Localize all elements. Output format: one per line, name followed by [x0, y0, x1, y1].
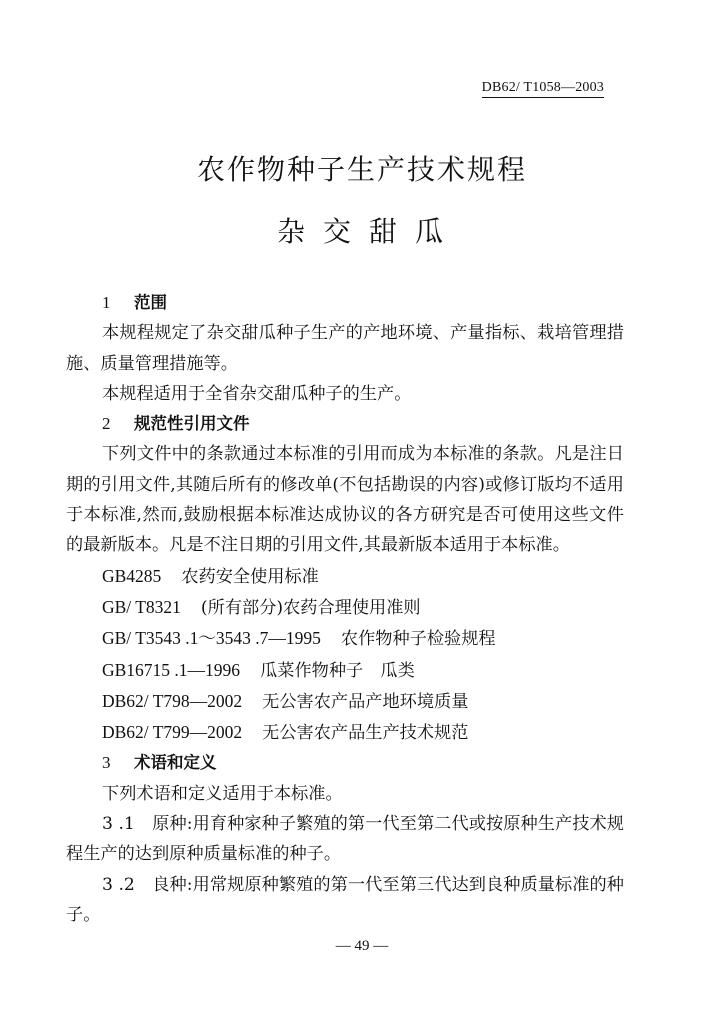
paragraph: 下列文件中的条款通过本标准的引用而成为本标准的条款。凡是注日期的引用文件,其随后所有的修改单(不包括勘误的内容)或修订版均不适用于本标准,然而,鼓励根据本标准达成协议的各方研究是否可使用这些文件的最新版本。凡是不注日期的引用文件,其最新版本适用于本标准。	[66, 444, 624, 556]
reference-code: DB62/ T798—2002	[102, 690, 243, 711]
reference-code: DB62/ T799—2002	[102, 722, 243, 743]
reference-item	[66, 655, 624, 686]
section-heading-normative-references	[66, 409, 624, 439]
section-number: 2	[102, 414, 111, 434]
document-subtitle: 杂交甜瓜	[276, 215, 461, 248]
reference-code: GB16715 .1—1996	[102, 659, 241, 680]
reference-title: 瓜菜作物种子 瓜类	[260, 660, 415, 681]
reference-title: 无公害农产品生产技术规范	[262, 723, 469, 744]
paragraph: 下列术语和定义适用于本标准。	[102, 783, 343, 804]
definition-original-seed: 3 .1 原种:用育种家种子繁殖的第一代至第二代或按原种生产技术规程生产的达到原种质量标准的种子。	[66, 814, 624, 865]
document-title: 农作物种子生产技术规程	[196, 153, 527, 186]
paragraph: 本规程规定了杂交甜瓜种子生产的产地环境、产量指标、栽培管理措施、质量管理措施等。	[66, 323, 624, 374]
reference-title: (所有部分)农药合理使用准则	[200, 597, 421, 618]
paragraph: 本规程适用于全省杂交甜瓜种子的生产。	[102, 383, 412, 404]
section-heading-terms	[66, 748, 624, 778]
reference-item	[66, 623, 624, 654]
standard-code: DB62/ T1058—2003	[482, 80, 604, 98]
page-number: — 49 —	[335, 938, 389, 954]
reference-item	[66, 592, 624, 623]
section-title: 术语和定义	[134, 753, 217, 773]
definition-improved-seed: 3 .2 良种:用常规原种繁殖的第一代至第三代达到良种质量标准的种子。	[66, 874, 624, 925]
reference-item	[66, 561, 624, 592]
section-heading-scope	[66, 288, 624, 318]
reference-title: 无公害农产品产地环境质量	[262, 691, 469, 712]
reference-code: GB/ T8321	[102, 596, 181, 617]
document-body	[66, 288, 624, 930]
section-title: 规范性引用文件	[134, 414, 250, 434]
reference-code: GB/ T3543 .1～3543 .7—1995	[102, 628, 321, 649]
reference-item	[66, 686, 624, 717]
reference-title: 农作物种子检验规程	[340, 629, 496, 650]
section-number: 1	[102, 293, 111, 312]
reference-title: 农药安全使用标准	[181, 566, 319, 587]
section-title: 范围	[134, 293, 167, 312]
section-number: 3	[102, 753, 111, 773]
reference-code: GB4285	[102, 565, 162, 586]
reference-item	[66, 717, 624, 748]
